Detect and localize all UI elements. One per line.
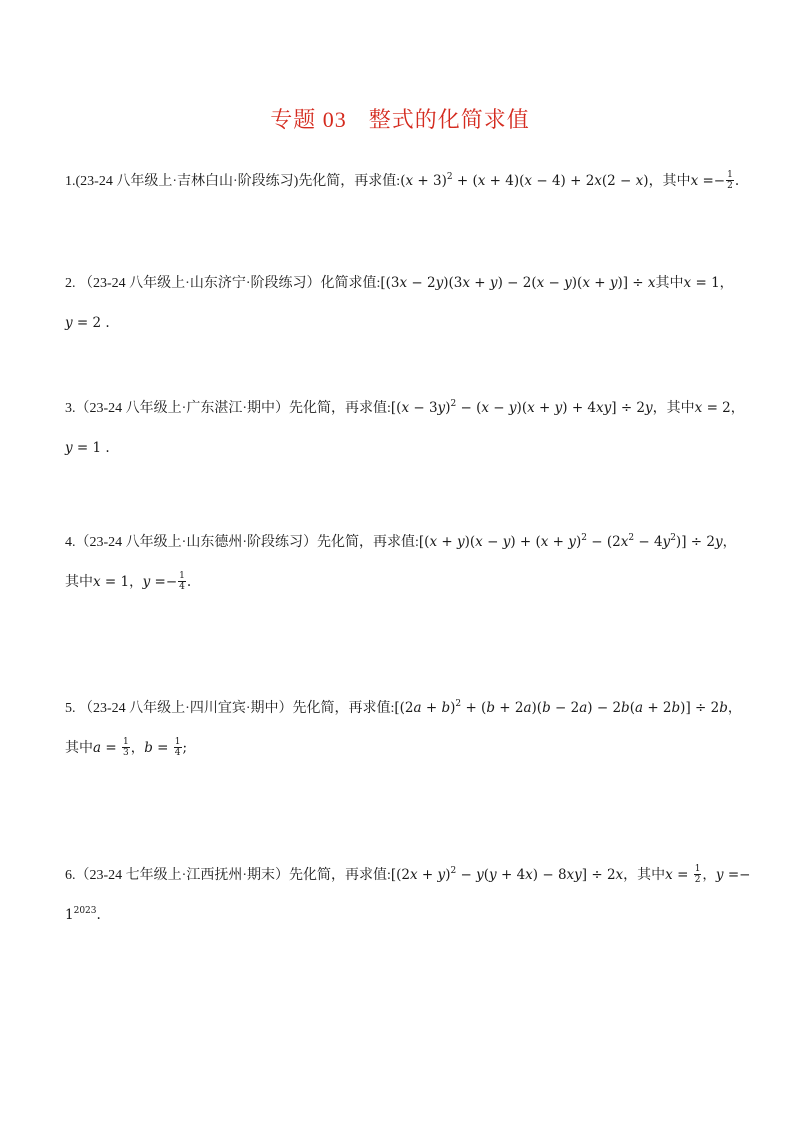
condition-prefix: 其中 <box>65 741 93 756</box>
problem-source: (23-24 八年级上·吉林白山·阶段练习) <box>75 174 299 189</box>
problem-number: 5. <box>65 701 76 716</box>
problem-expression: [(3x − 2y)(3x + y) − 2(x − y)(x + y)] ÷ x <box>380 275 656 291</box>
problem-instruction: 先化简，再求值: <box>317 535 419 550</box>
problem-instruction: 先化简，再求值: <box>292 701 395 716</box>
page-title <box>0 103 800 134</box>
condition-prefix: 其中 <box>65 575 93 590</box>
problem-condition: x = $\frac{1}{2}$ ，y =− <box>665 864 751 885</box>
problem-instruction: 先化简，再求值: <box>289 868 391 883</box>
problem-condition: x = 1，y =− $\frac{1}{4}$ . <box>93 571 192 592</box>
problem-number: 4. <box>65 535 76 550</box>
problem-condition: x =− $\frac{1}{2}$ . <box>690 170 740 191</box>
problem-3 <box>65 398 745 459</box>
problem-instruction: 化简求值: <box>320 276 381 291</box>
condition-prefix: ，其中 <box>648 174 691 189</box>
problem-4 <box>65 532 737 593</box>
problem-expression: $[(x + y)(x - y) + (x + y)^2 - (2x^2 - 4y^2)] \div 2y$， <box>418 533 737 550</box>
problem-source: （23-24 八年级上·广东湛江·期中） <box>75 401 289 416</box>
title-prefix: 专题 03 <box>270 107 347 132</box>
problem-2 <box>65 273 737 334</box>
problem-number: 2. <box>65 276 76 291</box>
problem-condition-continued: $1^{2023}$. <box>65 906 101 923</box>
problem-expression: $[(2a + b)^2 + (b + 2a)(b - 2a) - 2b(a + 2b)] \div 2b$， <box>394 699 742 716</box>
problem-number: 3. <box>65 401 76 416</box>
problem-condition-continued: y = 2 . <box>65 315 110 331</box>
problem-instruction: 先化简，再求值: <box>298 174 401 189</box>
problem-source: （23-24 八年级上·山东德州·阶段练习） <box>75 535 317 550</box>
problem-1 <box>65 170 740 192</box>
problem-condition: x = 1， <box>683 275 734 291</box>
problem-condition-continued: y = 1 . <box>65 440 110 456</box>
condition-prefix: 其中 <box>655 276 684 291</box>
condition-prefix: ，其中 <box>623 868 666 883</box>
problem-expression: $[(x - 3y)^2 - (x - y)(x + y) + 4xy] \div 2y$ <box>390 399 653 416</box>
problem-condition: x = 2， <box>694 400 745 416</box>
title-main: 整式的化简求值 <box>368 107 530 132</box>
problem-expression: $[(2x + y)^2 - y(y + 4x) - 8xy] \div 2x$ <box>390 866 624 883</box>
problem-expression: $(x + 3)^2 + (x + 4)(x - 4) + 2x(2 - x)$ <box>400 172 649 189</box>
condition-prefix: ，其中 <box>652 401 695 416</box>
problem-source: （23-24 八年级上·四川宜宾·期中） <box>79 701 293 716</box>
problem-source: （23-24 八年级上·山东济宁·阶段练习） <box>79 276 321 291</box>
problem-condition: a = $\frac{1}{3}$ ，b = $\frac{1}{4}$ ; <box>93 737 188 758</box>
problem-5 <box>65 698 742 759</box>
problem-instruction: 先化简，再求值: <box>289 401 391 416</box>
problem-number: 1. <box>65 174 76 189</box>
problem-source: （23-24 七年级上·江西抚州·期末） <box>75 868 289 883</box>
problem-6 <box>65 864 751 926</box>
problem-number: 6. <box>65 868 76 883</box>
